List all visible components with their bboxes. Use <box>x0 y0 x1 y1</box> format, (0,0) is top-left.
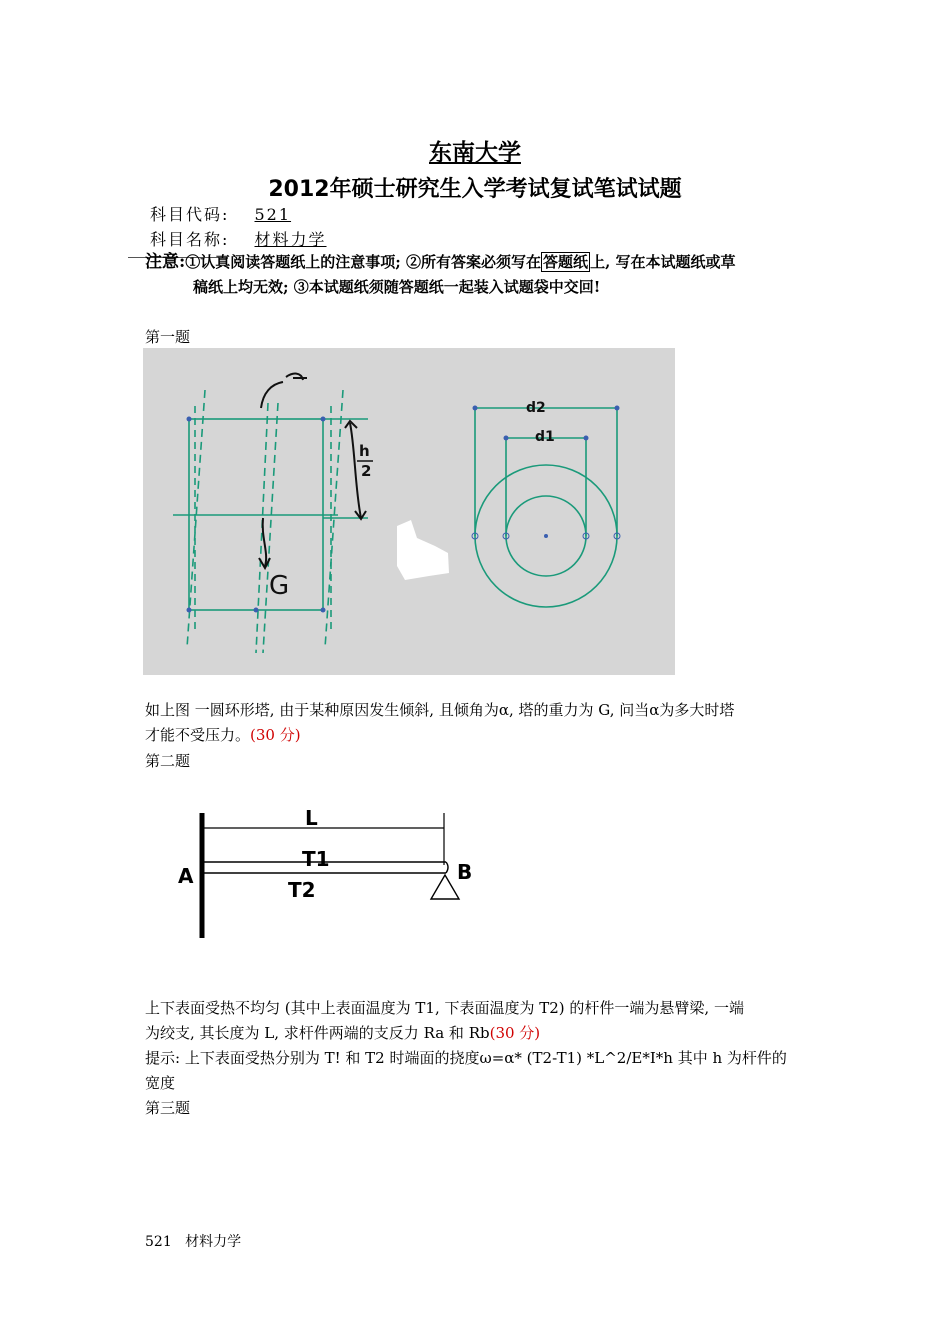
q1-text-line-1: 如上图 一圆环形塔, 由于某种原因发生倾斜, 且倾角为α, 塔的重力为 G, 问当α为多大时塔 <box>145 701 735 719</box>
notice-line-1 <box>145 248 825 276</box>
q3-heading: 第三题 <box>145 1099 191 1117</box>
notice-part1: ①认真阅读答题纸上的注意事项; ②所有答案必须写在 <box>185 253 542 271</box>
label-T1: T1 <box>302 847 330 871</box>
q2-hint-line-2: 宽度 <box>145 1074 176 1092</box>
corner-point <box>187 608 192 613</box>
page-footer: 521 材料力学 <box>145 1234 242 1250</box>
d2-end-point <box>615 406 620 411</box>
ring-center-point <box>544 534 548 538</box>
corner-point <box>321 608 326 613</box>
notice-part2: 上, 写在本试题纸或草 <box>590 253 736 271</box>
q1-figure <box>143 348 675 675</box>
notice-boxed-term: 答题纸 <box>543 253 589 271</box>
label-d2: d2 <box>526 400 546 416</box>
notice-line-2: 稿纸上均无效; ③本试题纸须随答题纸一起装入试题袋中交回! <box>193 278 601 296</box>
subject-name-row <box>150 227 327 250</box>
d1-end-point <box>504 436 509 441</box>
q2-text-line-1: 上下表面受热不均匀 (其中上表面温度为 T1, 下表面温度为 T2) 的杆件一端为悬臂梁, 一端 <box>145 999 744 1017</box>
exam-title: 2012年硕士研究生入学考试复试笔试试题 <box>268 177 682 202</box>
q1-heading: 第一题 <box>145 328 191 346</box>
q2-figure <box>170 795 490 945</box>
label-B: B <box>457 860 473 884</box>
notice-label: 注意: <box>145 252 186 272</box>
q1-text <box>145 698 815 748</box>
q2-score: (30 分) <box>489 1024 541 1042</box>
label-2: 2 <box>361 462 372 480</box>
corner-point <box>321 417 326 422</box>
subject-code-row <box>150 202 291 225</box>
figure-background <box>143 348 675 675</box>
d1-end-point <box>584 436 589 441</box>
label-G: G <box>269 571 290 601</box>
q1-score: (30 分) <box>250 726 301 744</box>
q2-text <box>145 996 815 1096</box>
label-L: L <box>305 806 318 830</box>
q2-hint-line-1: 提示: 上下表面受热分别为 T! 和 T2 时端面的挠度ω=α* (T2-T1) *L^2/E*I*h 其中 h 为杆件的 <box>145 1049 787 1067</box>
d2-end-point <box>473 406 478 411</box>
pin-support <box>431 875 459 899</box>
label-d1: d1 <box>535 429 555 445</box>
school-title: 东南大学 <box>429 140 521 166</box>
label-A: A <box>178 864 194 888</box>
label-T2: T2 <box>288 878 316 902</box>
subject-name-value: 材料力学 <box>254 230 327 249</box>
subject-name-label: 科目名称: <box>150 230 230 249</box>
q2-text-line-2: 为绞支, 其长度为 L, 求杆件两端的支反力 Ra 和 Rb(30 分) <box>145 1024 541 1042</box>
beam-end <box>446 862 448 873</box>
subject-code-value: 521 <box>254 205 292 224</box>
label-h: h <box>359 442 370 460</box>
base-point <box>254 608 259 613</box>
q2-heading: 第二题 <box>145 752 191 770</box>
subject-code-label: 科目代码: <box>150 205 230 224</box>
corner-point <box>187 417 192 422</box>
q1-text-line-2: 才能不受压力。(30 分) <box>145 726 301 744</box>
